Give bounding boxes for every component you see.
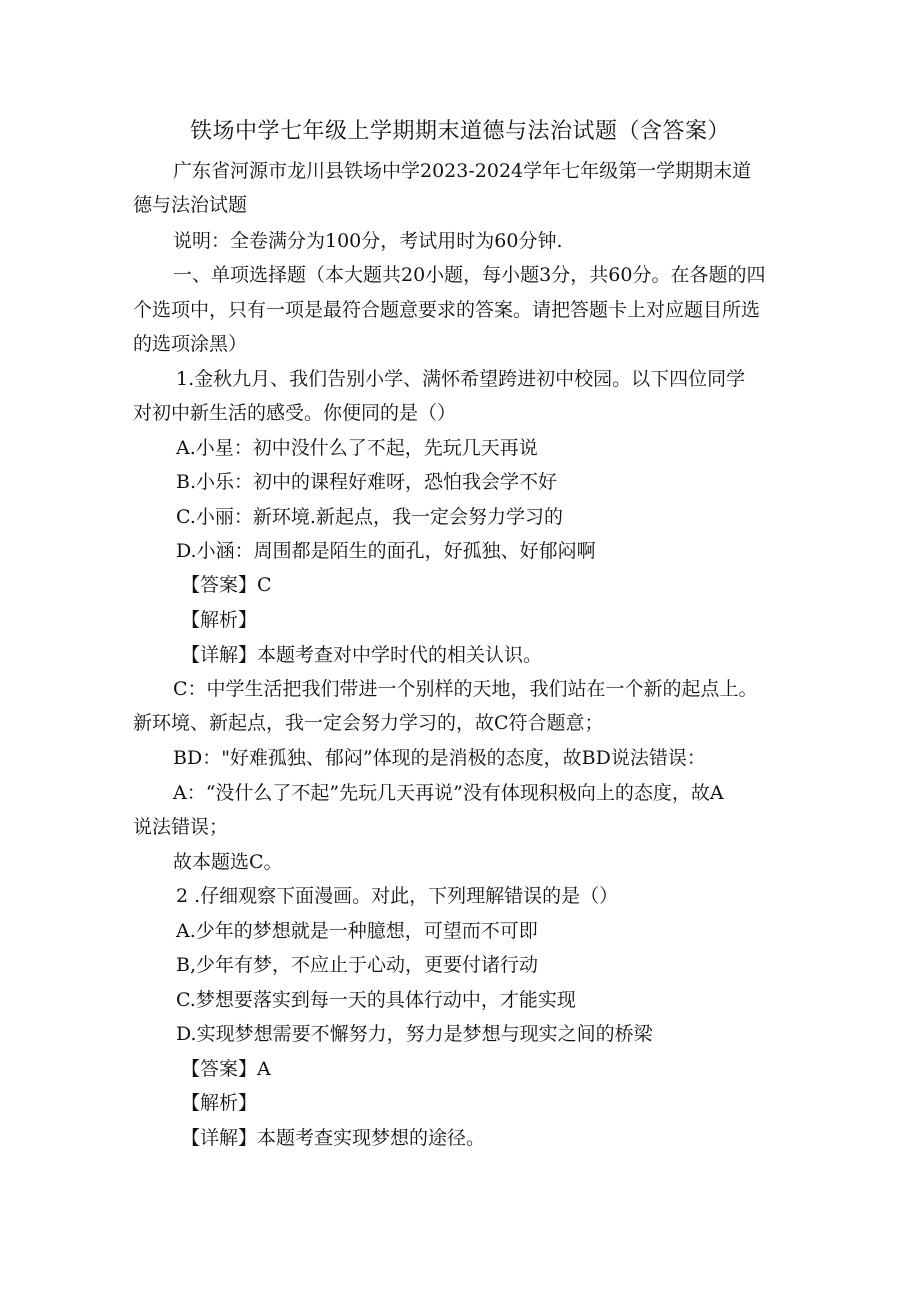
question-1-option-c: C.小丽：新环境.新起点，我一定会努力学习的 <box>176 506 563 528</box>
question-1-explain-c-line-2: 新环境、新起点，我一定会努力学习的，故C符合题意； <box>133 712 604 734</box>
question-1-option-a: A.小星：初中没什么了不起，先玩几天再说 <box>176 437 538 459</box>
question-1-explain-a-line-1: A：“没什么了不起”先玩几天再说”没有体现积极向上的态度，故A <box>173 782 724 804</box>
question-1-line-1: 1.金秋九月、我们告别小学、满怀希望跨进初中校园。以下四位同学 <box>176 368 746 390</box>
subtitle-line-2: 德与法治试题 <box>133 194 248 216</box>
question-2-option-d: D.实现梦想需要不懈努力，努力是梦想与现实之间的桥梁 <box>176 1023 653 1045</box>
instructions-line: 说明：全卷满分为100分，考试用时为60分钟. <box>173 230 563 252</box>
document-title: 铁场中学七年级上学期期末道德与法治试题（含答案） <box>189 119 730 144</box>
question-2-answer: 【答案】A <box>181 1058 271 1080</box>
question-1-analysis-label: 【解析】 <box>181 609 258 631</box>
question-2-option-b: B,少年有梦，不应止于心动，更要付诸行动 <box>176 954 539 976</box>
question-1-conclusion: 故本题选C。 <box>173 851 283 873</box>
question-2-option-c: C.梦想要落实到每一天的具体行动中，才能实现 <box>176 989 576 1011</box>
subtitle-line-1: 广东省河源市龙川县铁场中学2023-2024学年七年级第一学期期末道 <box>173 160 752 182</box>
question-1-explain-bd: BD："好难孤独、郁闷”体现的是消极的态度，故BD说法错误： <box>173 747 706 769</box>
section-heading-line-3: 的选项涂黑） <box>133 333 248 355</box>
question-1-detail-label: 【详解】本题考查对中学时代的相关认识。 <box>181 644 543 666</box>
question-2-option-a: A.少年的梦想就是一种臆想，可望而不可即 <box>176 920 538 942</box>
section-heading-line-1: 一、单项选择题（本大题共20小题，每小题3分，共60分。在各题的四 <box>173 264 766 286</box>
question-2-detail-label: 【详解】本题考查实现梦想的途径。 <box>181 1127 486 1149</box>
question-1-explain-a-line-2: 说法错误； <box>133 816 229 838</box>
question-2-analysis-label: 【解析】 <box>181 1092 258 1114</box>
section-heading-line-2: 个选项中，只有一项是最符合题意要求的答案。请把答题卡上对应题目所选 <box>133 299 761 321</box>
question-2-stem: 2 .仔细观察下面漫画。对此，下列理解错误的是（） <box>176 885 619 907</box>
question-1-line-2: 对初中新生活的感受。你便同的是（） <box>133 402 457 424</box>
question-1-answer: 【答案】C <box>181 574 272 596</box>
question-1-option-b: B.小乐：初中的课程好难呀，恐怕我会学不好 <box>176 471 558 493</box>
question-1-option-d: D.小涵：周围都是陌生的面孔，好孤独、好郁闷啊 <box>176 540 596 562</box>
question-1-explain-c-line-1: C：中学生活把我们带进一个别样的天地，我们站在一个新的起点上。 <box>173 678 758 700</box>
